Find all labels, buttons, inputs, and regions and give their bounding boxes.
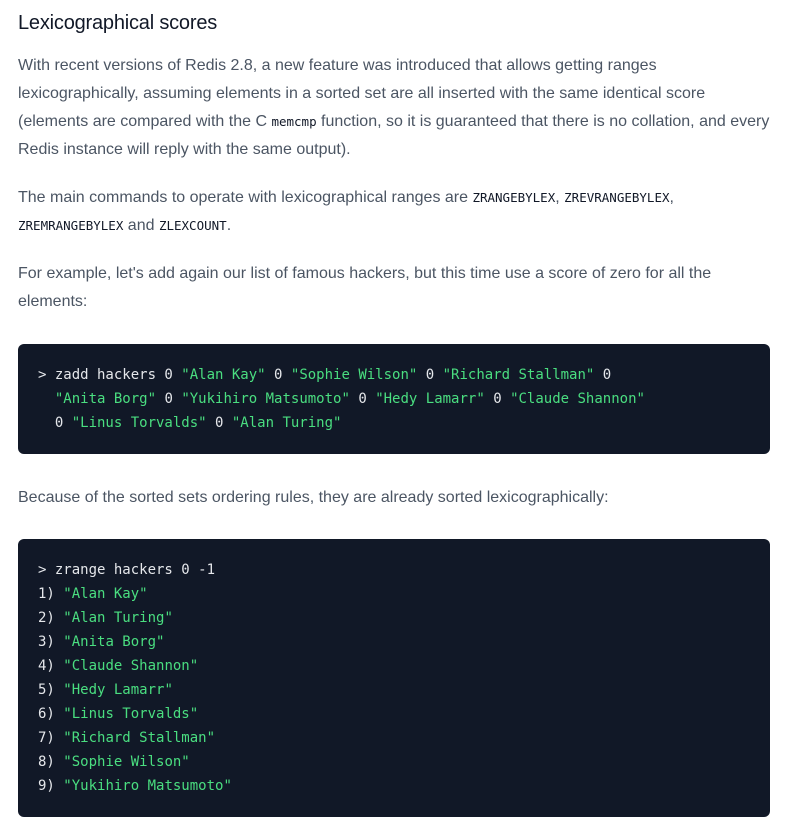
zrange-line: [38, 702, 750, 726]
code-token: 9): [38, 778, 64, 794]
intro-text-after: function, so it is guaranteed that there is no collation, and every Redis instance will reply with the same output).: [18, 113, 770, 158]
zadd-line: [38, 387, 750, 411]
commands-paragraph: [18, 184, 770, 240]
code-token: 0: [265, 367, 291, 383]
zrange-line: [38, 558, 750, 582]
code-token: 7): [38, 730, 64, 746]
zadd-code-block[interactable]: [18, 344, 770, 454]
commands-intro: The main commands to operate with lexicographical ranges are: [18, 189, 473, 206]
code-string: "Alan Kay": [181, 367, 266, 383]
zrange-line: [38, 774, 750, 798]
commands-end: .: [226, 217, 232, 234]
zrange-line: [38, 654, 750, 678]
code-token: 0: [484, 391, 511, 407]
code-token: 1): [38, 586, 64, 602]
code-token: > zrange hackers 0 -1: [38, 562, 216, 578]
cmd-zrevrangebylex: ZREVRANGEBYLEX: [564, 190, 670, 205]
example-paragraph: For example, let's add again our list of famous hackers, but this time use a score of zero for all the elements:: [18, 265, 712, 310]
code-token: 0: [206, 415, 232, 431]
code-token: 0: [417, 367, 443, 383]
code-string: "Hedy Lamarr": [63, 682, 173, 698]
zrange-line: [38, 726, 750, 750]
code-token: 0: [349, 391, 376, 407]
code-string: "Richard Stallman": [442, 367, 595, 383]
code-string: "Alan Turing": [231, 415, 342, 431]
commands-and: and: [123, 217, 159, 234]
code-token: > zadd hackers 0: [38, 367, 182, 383]
code-token: 4): [38, 658, 64, 674]
zrange-code-block[interactable]: [18, 539, 770, 817]
zrange-line: [38, 630, 750, 654]
code-string: "Claude Shannon": [510, 391, 645, 407]
code-token: 5): [38, 682, 64, 698]
code-string: "Linus Torvalds": [71, 415, 207, 431]
code-token: 2): [38, 610, 64, 626]
section-heading: Lexicographical scores: [18, 12, 218, 34]
intro-paragraph: [18, 52, 770, 164]
code-token: 0: [156, 391, 182, 407]
zrange-line: [38, 582, 750, 606]
zrange-line: [38, 606, 750, 630]
code-token: 8): [38, 754, 64, 770]
code-string: "Richard Stallman": [63, 730, 216, 746]
cmd-zlexcount: ZLEXCOUNT: [158, 218, 227, 233]
code-string: "Yukihiro Matsumoto": [63, 778, 232, 794]
cmd-zremrangebylex: ZREMRANGEBYLEX: [18, 218, 124, 233]
code-string: "Anita Borg": [63, 634, 165, 650]
code-string: "Hedy Lamarr": [375, 391, 485, 407]
commands-sep-1: ,: [555, 189, 565, 206]
zadd-line: [38, 411, 750, 435]
code-string: "Sophie Wilson": [63, 754, 190, 770]
commands-sep-2: ,: [669, 189, 674, 206]
zrange-line: [38, 750, 750, 774]
code-token: [38, 391, 55, 407]
code-token: 0: [38, 415, 72, 431]
code-token: 3): [38, 634, 64, 650]
zadd-line: [38, 363, 750, 387]
code-string: "Anita Borg": [54, 391, 157, 407]
code-string: "Alan Kay": [63, 586, 148, 602]
code-string: "Alan Turing": [63, 610, 173, 626]
intro-text-before: With recent versions of Redis 2.8, a new feature was introduced that allows getting ranges lexicographically, assuming elements in a sorted set are all inserted with the same identical score (elements are compared with the C: [18, 57, 706, 130]
memcmp-code: memcmp: [271, 114, 317, 129]
code-string: "Yukihiro Matsumoto": [181, 391, 350, 407]
zrange-line: [38, 678, 750, 702]
cmd-zrangebylex: ZRANGEBYLEX: [472, 190, 556, 205]
code-token: 0: [594, 367, 612, 383]
ordering-paragraph: Because of the sorted sets ordering rules, they are already sorted lexicographically:: [18, 489, 609, 506]
code-string: "Claude Shannon": [63, 658, 199, 674]
code-token: 6): [38, 706, 64, 722]
code-string: "Sophie Wilson": [290, 367, 418, 383]
code-string: "Linus Torvalds": [63, 706, 199, 722]
